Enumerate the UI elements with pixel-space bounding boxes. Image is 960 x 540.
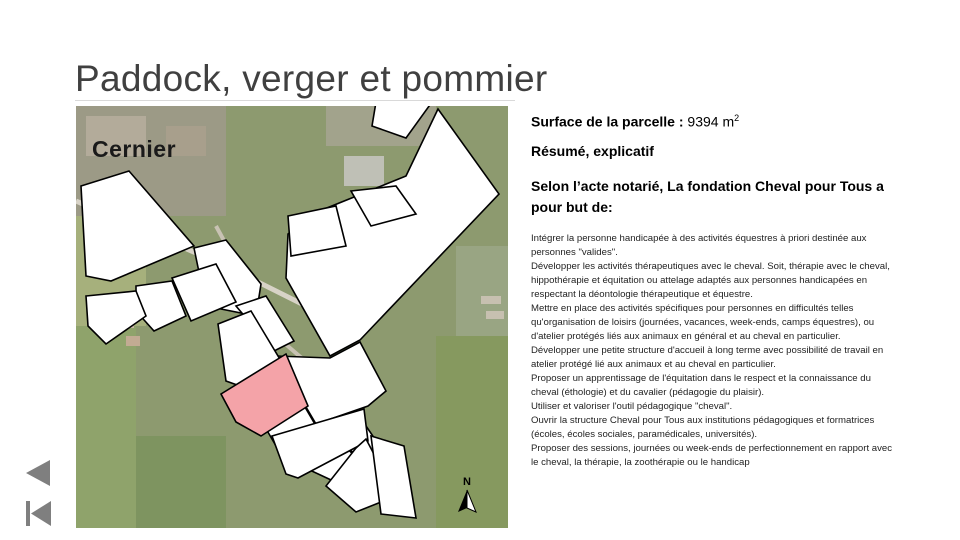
purpose-list xyxy=(531,232,901,471)
purpose-item: Proposer un apprentissage de l'équitation dans le respect et la connaissance du cheval (éthologie) et du cavalier (pédagogie du plaisir). xyxy=(531,373,871,399)
north-arrow xyxy=(455,476,479,516)
place-label: Cernier xyxy=(92,136,177,162)
surface-line xyxy=(531,113,901,130)
title-divider xyxy=(75,100,515,101)
first-slide-button[interactable] xyxy=(23,498,53,528)
previous-slide-button[interactable] xyxy=(23,458,53,488)
purpose-item: Intégrer la personne handicapée à des activités équestres à priori destinée aux personnes "valides". xyxy=(531,232,867,258)
surface-unit-exponent: 2 xyxy=(734,113,740,123)
parcel-info-panel xyxy=(531,113,901,470)
purpose-item: Proposer des sessions, journées ou week-ends de perfectionnement en rapport avec le cheval, la thérapie, la zoothérapie ou le handicap xyxy=(531,443,893,469)
purpose-item: Mettre en place des activités spécifiques pour personnes en difficultés telles qu'organisation de loisirs (journées, vacances, week-ends, camps équestres), ou d'atelier protégés liés aux animaux en général et au cheval en particulier. xyxy=(531,302,875,342)
intro-heading: Selon l’acte notarié, La fondation Cheval pour Tous a pour but de: xyxy=(531,177,884,215)
surface-label: Surface de la parcelle : xyxy=(531,113,684,130)
aerial-map-image xyxy=(76,106,508,528)
slide-title: Paddock, verger et pommier xyxy=(75,58,548,99)
surface-value: 9394 m xyxy=(687,113,735,130)
summary-heading: Résumé, explicatif xyxy=(531,142,654,159)
purpose-item: Ouvrir la structure Cheval pour Tous aux institutions pédagogiques et formatrices (écoles, écoles sociales, paramédicales, universités). xyxy=(531,415,875,441)
purpose-item: Utiliser et valoriser l'outil pédagogique "cheval". xyxy=(531,401,733,413)
previous-slide-icon xyxy=(23,458,53,488)
first-slide-icon xyxy=(23,498,53,528)
north-arrow-icon xyxy=(455,476,479,516)
north-label: N xyxy=(463,476,471,488)
purpose-item: Développer une petite structure d'accueil à long terme avec possibilité de travail en atelier protégé lié aux animaux et au cheval en particulier. xyxy=(531,345,884,371)
parcel-map xyxy=(76,106,508,528)
purpose-item: Développer les activités thérapeutiques avec le cheval. Soit, thérapie avec le cheval, hippothérapie et équitation ou attelage adaptés aux personnes handicapées en respectant la déontologie thérapeutique et équestre. xyxy=(531,260,890,300)
